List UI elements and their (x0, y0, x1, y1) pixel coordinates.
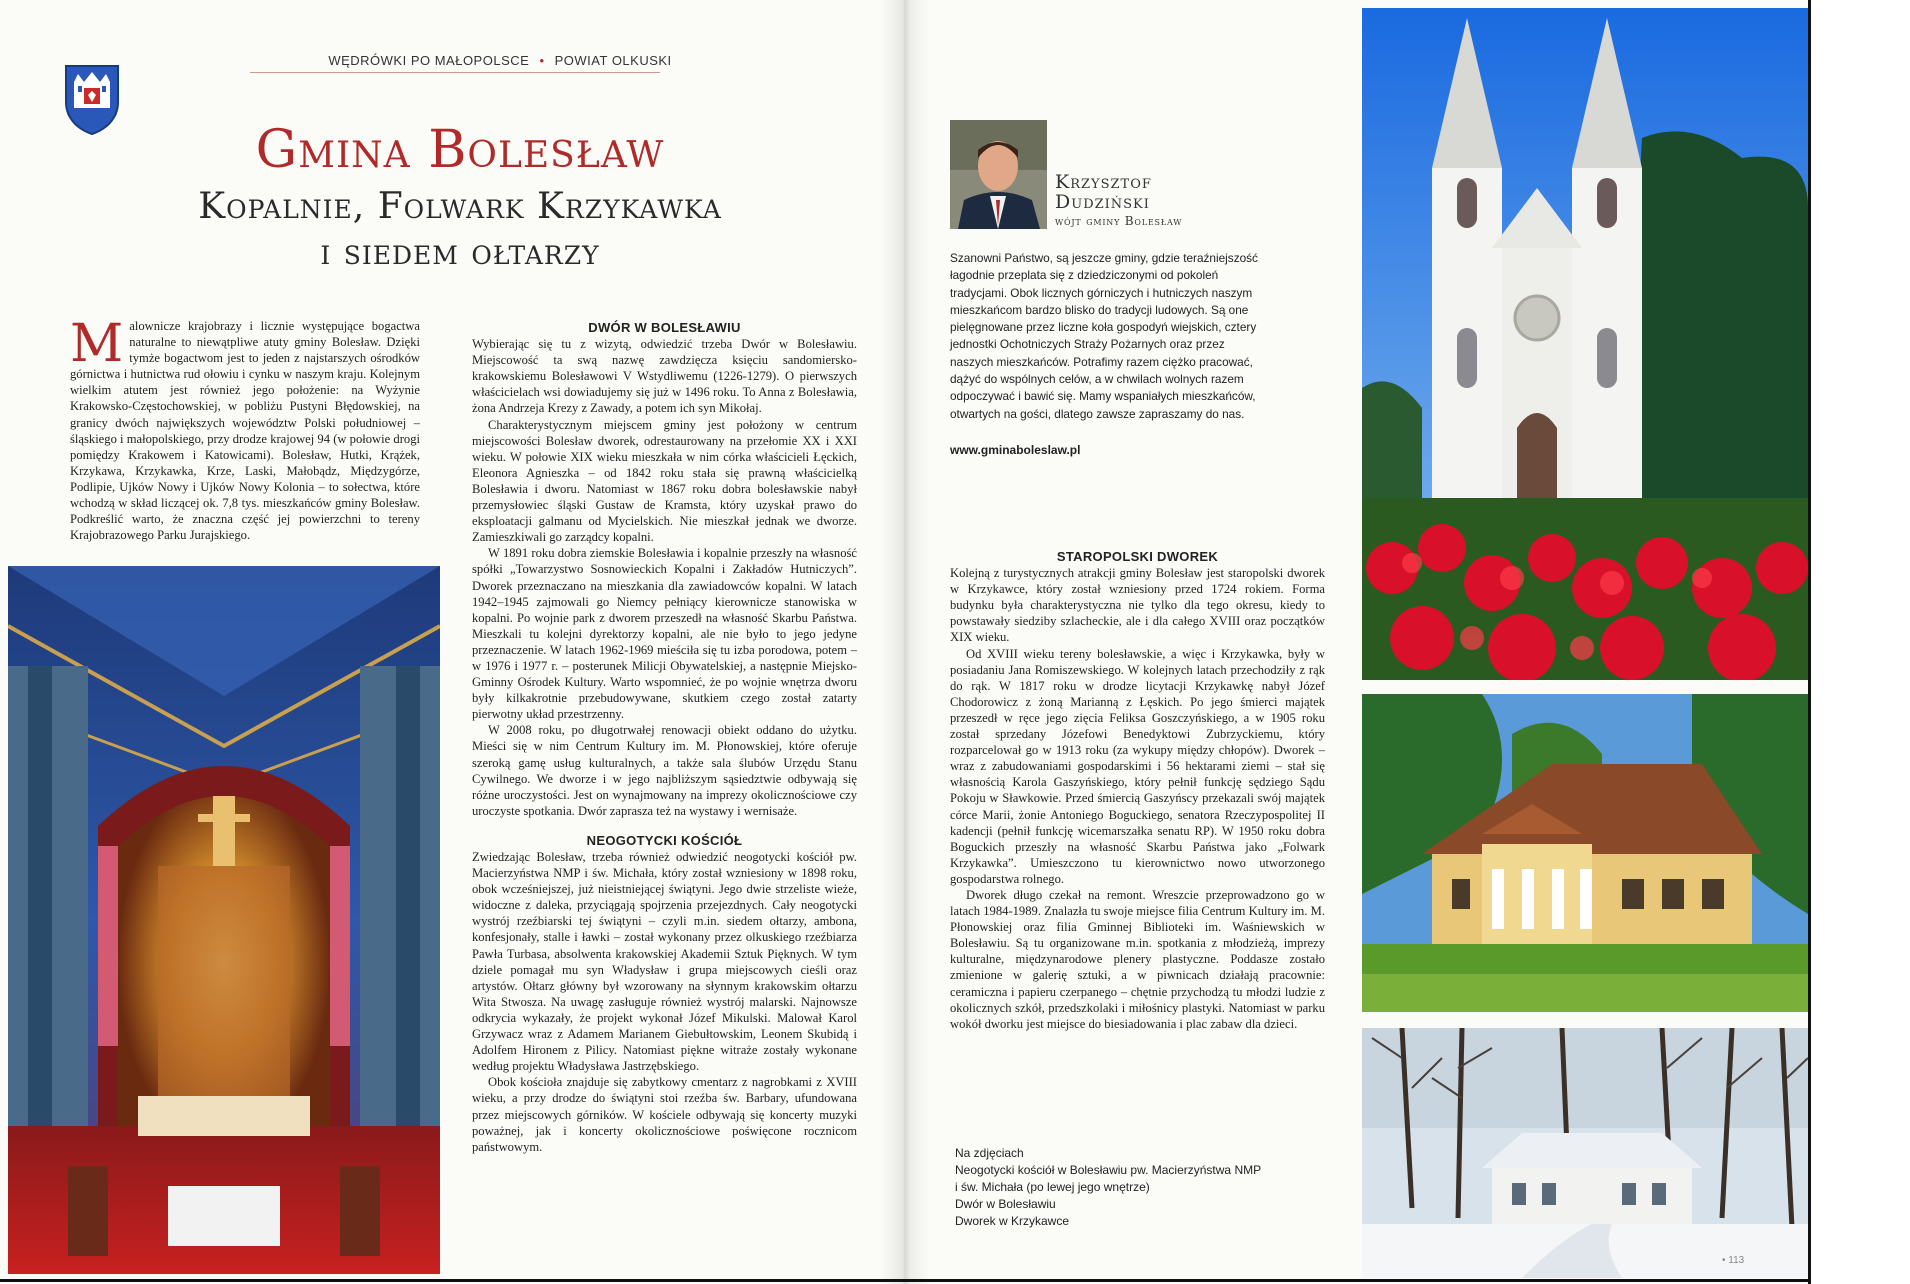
dwor-column (472, 320, 857, 1155)
website-link[interactable]: www.gminaboleslaw.pl (950, 443, 1081, 457)
church-interior-photo (8, 566, 440, 1274)
coat-of-arms-icon (60, 62, 124, 136)
running-header (290, 53, 710, 68)
drop-cap: M (70, 314, 124, 374)
page-gutter (880, 0, 930, 1284)
dworek-heading: STAROPOLSKI DWOREK (1056, 549, 1219, 564)
kosciol-paragraph: Obok kościoła znajduje się zabytkowy cmentarz z nagrobkami z XVIII wieku, a przy drodze do świątyni stoi rzeźba św. Barbary, ufundowana przez miejscowych górników. W kościele odbywają się koncerty muzyki poważnej, jak i koncerty okolicznościowe poświęcone rocznicom państwowym. (472, 1075, 857, 1154)
dwor-photo (1362, 694, 1808, 1012)
dworek-column (950, 549, 1325, 1032)
author-first-name: Krzysztof (1055, 171, 1152, 193)
kosciol-paragraph: Zwiedzając Bolesław, trzeba również odwiedzić neogotycki kościół pw. Macierzyństwa NMP i św. Michała, który został wzniesiony w 1898 roku, obok wcześniejszej, już nieistniejącej świątyni. Jego dwie strzeliste wieże, widoczne z daleka, przyciągają spojrzenia przejezdnych. Cały neogotycki wystrój rzeźbiarski tej świątyni – czyli m.in. siedem ołtarzy, ambona, konfesjonały, stalle i ławki – został wykonany przez olkuskiego rzeźbiarza Pawła Turbasa, absolwenta krakowskiej Akademii Sztuk Pięknych. W tym dziele pomagał mu syn Władysław i grupa miejscowych cieśli oraz artystów. Ołtarz główny był wzorowany na słynnym krakowskim ołtarzu Wita Stwosza. Na uwagę zasługuje również wystrój malarski. Najnowsze odkrycia wykazały, że projekt wykonał Józef Mikulski. Malował Karol Grzywacz wraz z Adamem Marianem Giebułtowskim, Leonem Skubidą i Adolfem Hironem z Pilicy. Natomiast piękne witraże zostały wykonane według projektu Władysława Jastrzębskiego. (472, 850, 857, 1074)
kosciol-heading: NEOGOTYCKI KOŚCIÓŁ (586, 832, 743, 848)
header-section: WĘDRÓWKI PO MAŁOPOLSCE (328, 53, 530, 68)
dworek-image (1362, 1028, 1808, 1278)
article-subtitle-line2: i siedem ołtarzy (320, 232, 600, 273)
scan-margin (1808, 0, 1910, 1284)
dwor-paragraph: W 1891 roku dobra ziemskie Bolesławia i kopalnie przeszły na własność spółki „Towarzystwo Sosnowieckich Kopalni i Zakładów Hutniczych”. Dworek przeznaczano na mieszkania dla zawiadowców kopalni. W latach 1942–1945 zajmowali go Niemcy pełniący kierownicze stanowiska w kopalni. Po wojnie park z dworem przeszedł na własność Skarbu Państwa. Mieszkali tu kolejni dyrektorzy kopalni, ale nie było to jego jedyne przeznaczenie. W latach 1962-1969 mieściła się tu izba porodowa, potem – w 1976 i 1977 r. – posterunek Milicji Obywatelskiej, a następnie Miejsko-Gminny Ośrodek Kultury. Warto wspomnieć, że po wojnie wnętrza dworu były kilkakrotnie przebudowywane, skutkiem czego został zatarty pierwotny układ przestrzenny. (472, 546, 857, 722)
dworek-paragraph: Kolejną z turystycznych atrakcji gminy Bolesław jest staropolski dworek w Krzykawce, który został wzniesiony przed 1724 rokiem. Forma budynku była charakterystyczna nie tylko dla tego okresu, kiedy to powstawały siedziby szlacheckie, ale i dla całego XVIII oraz początków XIX wieku. (950, 566, 1325, 645)
caption-line: Dwór w Bolesławiu (955, 1197, 1056, 1211)
captions-heading: Na zdjęciach (955, 1146, 1024, 1160)
header-rule (250, 72, 660, 73)
dwor-paragraph: W 2008 roku, po długotrwałej renowacji obiekt oddano do użytku. Mieści się w nim Centrum Kultury im. M. Płonowskiej, które oferuje szeroką gamę usług kulturalnych, a także sala ślubów Urzędu Stanu Cywilnego. We dworze i w jego najbliższym sąsiedztwie odbywają się różne uroczystości. Jest on wynajmowany na imprezy okolicznościowe czy uroczyste spotkania. Dwór zaprasza też na wystawy i wernisaże. (472, 723, 857, 818)
scan-bottom-line (0, 1279, 1810, 1282)
article-title: Gmina Bolesław (255, 120, 665, 180)
caption-line: Neogotycki kościół w Bolesławiu pw. Macierzyństwa NMP (955, 1163, 1262, 1177)
dwor-image (1362, 694, 1808, 1012)
photo-captions (955, 1145, 1285, 1230)
dwor-paragraph: Charakterystycznym miejscem gminy jest położony w centrum miejscowości Bolesław dworek, odrestaurowany na przełomie XX i XXI wieku. W połowie XIX wieku mieszkała w nim córka właścicieli Łęckich, Eleonora Agnieszka – od 1842 roku stała się prawną właścicielką Bolesławia i dworu. Natomiast w 1867 roku dobra bolesławskie nabył przemysłowiec śląski Gustaw de Kramsta, który uzyskał prawo do eksploatacji galmanu od Mycielskich. Nie mieszkał jednak we dworze. Zamieszkiwali go zarządcy kopalni. (472, 417, 857, 545)
mayor-quote: Szanowni Państwo, są jeszcze gminy, gdzie teraźniejszość łagodnie przeplata się z dziedziczonymi od pokoleń tradycjami. Obok licznych górniczych i hutniczych naszym mieszkańcom bardzo blisko do tradycji ludowych. Są one pielęgnowane przez liczne koła gospodyń wiejskich, cztery jednostki Ochotniczych Straży Pożarnych oraz przez naszych mieszkańców. Potrafimy razem ciężko pracować, dążyć do wspólnych celów, a w chwilach wolnych razem odpoczywać i bawić się. Mamy wspaniałych mieszkańców, otwartych na gości, dlatego zawsze zapraszamy do nas. (950, 251, 1258, 421)
author-portrait (950, 120, 1047, 229)
dworek-photo (1362, 1028, 1808, 1278)
author-name (1055, 172, 1152, 212)
dworek-paragraph: Od XVIII wieku tereny bolesławskie, a więc i Krzykawka, były w posiadaniu Jana Romiszewskiego. W kolejnych latach przechodziły z rąk do rąk. W 1817 roku w drodze licytacji Krzykawkę nabył Józef Chodorowicz z żoną Marianną z Łęskich. Po jego śmierci majątek przeszedł w ręce jego zięcia Feliksa Goszczyńskiego, a w 1905 roku został sprzedany Józefowi Benedyktowi Zubrzyckiemu, który rozparcelował go w 1913 roku (za wykupy między chłopów). Dworek – wraz z zabudowaniami gospodarskimi i 56 hektarami ziemi – stał się własnością Karola Gaszyńskiego, który pełnił funkcję sędziego Sądu Pokoju w Sławkowie. Przed śmiercią Gaszyńscy przekazali swój majątek córce Marii, żonie Antoniego Boguckiego, senatora Rzeczypospolitej II kadencji (pełnił funkcję wicemarszałka senatu RP). W 1950 roku dobra Boguckich przeszły na własność Skarbu Państwa jako „Folwark Krzykawka”. Umieszczono tu kierownictwo nowo utworzonego gospodarstwa rolnego. (950, 646, 1325, 886)
intro-text: alownicze krajobrazy i licznie występujące bogactwa naturalne to niewątpliwe atuty gminy Bolesław. Dzięki tymże bogactwom jest to jeden z najstarszych ośrodków górnictwa i hutnictwa rud ołowiu i cynku w naszym kraju. Kolejnym wielkim atutem jest również jego położenie: na Wyżynie Krakowsko-Częstochowskiej, w pobliżu Pustyni Błędowskiej, na granicy dwóch największych województw Polski południowej – śląskiego i małopolskiego, przy drodze krajowej 94 (w połowie drogi pomiędzy Krakowem i Katowicami). Bolesław, Hutki, Krążek, Krzykawa, Krzykawka, Krze, Laski, Małobądz, Międzygórze, Podlipie, Ujków Nowy i Ujków Nowy Kolonia – to sołectwa, które wchodzą w skład liczącej ok. 7,8 tys. mieszkańców gminy Bolesław. Podkreślić warto, że znaczna część jej powierzchni to tereny Krajobrazowego Parku Jurajskiego. (70, 319, 420, 543)
author-portrait-image (950, 120, 1047, 229)
dwor-paragraph: Wybierając się tu z wizytą, odwiedzić trzeba Dwór w Bolesławiu. Miejscowość ta swą nazwę zawdzięcza księciu sandomiersko-krakowskiemu Bolesławowi V Wstydliwemu (1226-1279). O pierwszych właścicielach wsi dowiadujemy się już w 1496 roku. To Anna z Bolesławia, żona Andrzeja Krezy z Zawady, a potem ich syn Mikołaj. (472, 337, 857, 416)
page-number: • 113 (1722, 1255, 1745, 1266)
church-exterior-photo (1362, 8, 1808, 680)
church-exterior-image (1362, 8, 1808, 680)
dwor-heading: DWÓR W BOLESŁAWIU (588, 320, 741, 335)
header-separator: • (539, 53, 545, 68)
article-subtitle-line1: Kopalnie, Folwark Krzykawka (198, 186, 722, 227)
intro-column (70, 314, 420, 543)
scan-edge-line (1808, 0, 1811, 1284)
church-interior-image (8, 566, 440, 1274)
author-role: wójt gminy Bolesław (1055, 214, 1183, 228)
header-region: POWIAT OLKUSKI (554, 53, 672, 68)
caption-line: Dworek w Krzykawce (955, 1214, 1070, 1228)
caption-line: i św. Michała (po lewej jego wnętrze) (955, 1180, 1150, 1194)
author-last-name: Dudziński (1055, 191, 1150, 213)
dworek-paragraph: Dworek długo czekał na remont. Wreszcie przeprowadzono go w latach 1984-1989. Znalazła tu swoje miejsce filia Centrum Kultury im. M. Płonowskiej oraz filia Gminnej Biblioteki im. Waśniewskich w Bolesławiu. Są tu organizowane m.in. spotkania z młodzieżą, imprezy kulturalne, międzynarodowe plenery plastyczne. Poddasze zostało zmienione w galerię sztuki, a w piwnicach działają pracownie: ceramiczna i papieru czerpanego – chętnie przychodzą tu młodzi ludzie z okolicznych szkół, przedszkolaki i miłośnicy plastyki. Natomiast w parku wokół dworku jest miejsce do biesiadowania i plac zabaw dla dzieci. (950, 887, 1325, 1031)
intro-paragraph (70, 314, 420, 543)
